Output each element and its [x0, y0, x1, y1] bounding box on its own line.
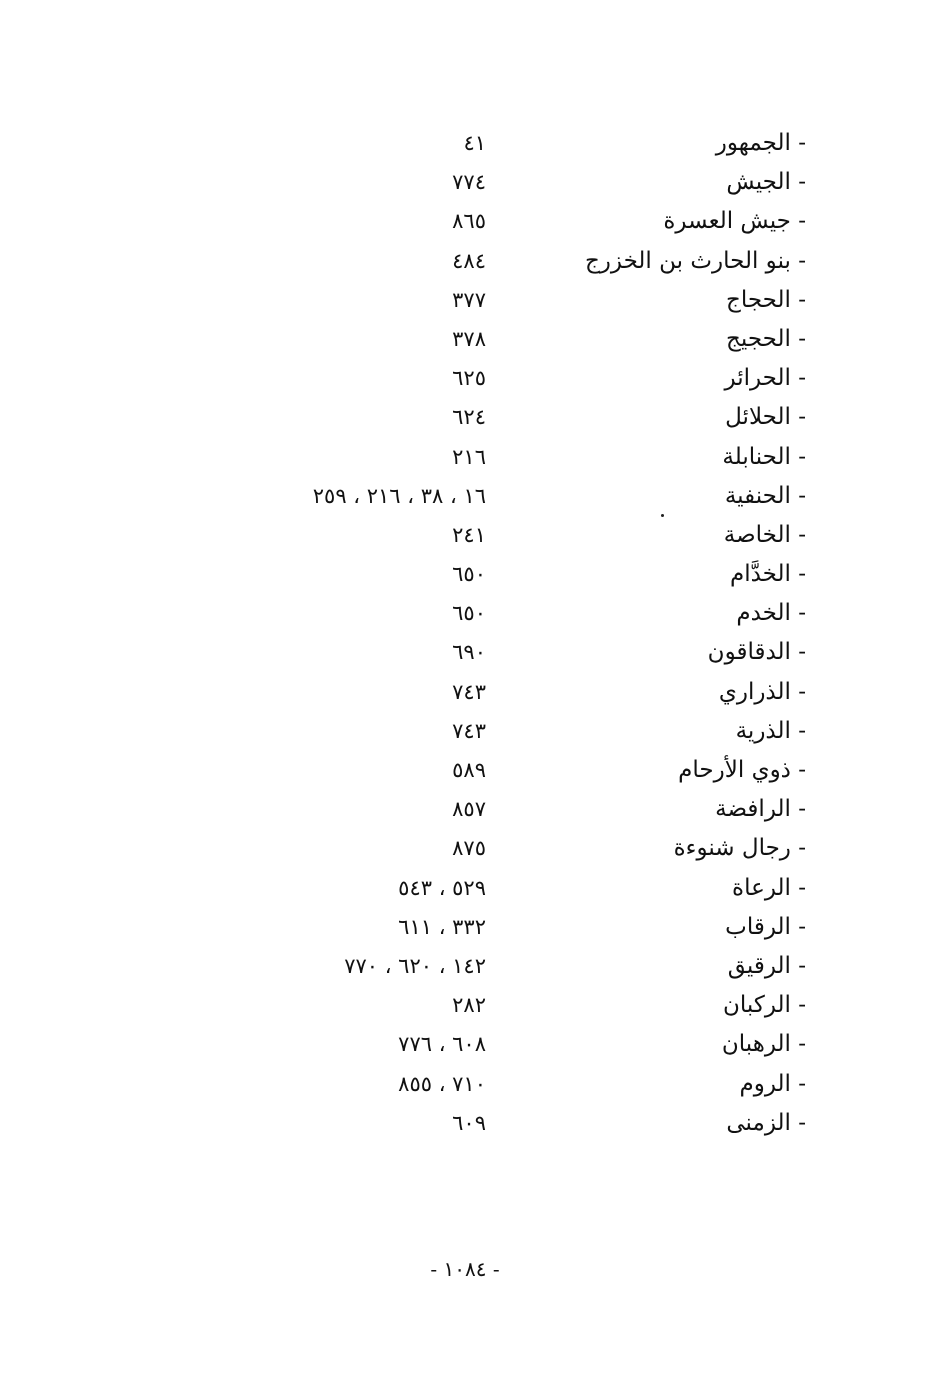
page-references: ٨٦٥: [452, 209, 486, 234]
page-references: ٧٤٣: [452, 679, 486, 704]
page-references: ٣٧٧: [452, 287, 486, 312]
index-term: - ذوي الأرحام: [678, 757, 806, 783]
list-item: [0, 633, 934, 672]
page-references: ٢١٦: [452, 444, 486, 469]
page-references: ٣٧٨: [452, 326, 486, 351]
list-item: [0, 594, 934, 633]
list-item: [0, 712, 934, 751]
list-item: [0, 163, 934, 202]
list-item: [0, 1104, 934, 1143]
page-references: ٨٥٧: [452, 797, 486, 822]
list-item: [0, 908, 934, 947]
index-term: - الحجاج: [725, 286, 806, 313]
index-term: - الذرية: [735, 717, 806, 744]
page-references: ٥٨٩: [452, 758, 486, 782]
page-references: ٦٩٠: [452, 640, 486, 665]
list-item: [0, 1025, 934, 1064]
list-item: [0, 516, 934, 555]
list-item: [0, 673, 934, 712]
index-term: - الذراري: [718, 678, 806, 705]
list-item: [0, 124, 934, 163]
index-term: - الرافضة: [715, 796, 806, 823]
page-references: ٦٥٠: [452, 562, 486, 587]
list-item: [0, 1065, 934, 1104]
index-term: - الخدَّام: [729, 561, 806, 588]
page-references: ٧٧٤: [452, 170, 486, 195]
page-references: ٦٥٠: [452, 601, 486, 626]
page-references: ١٦ ، ٣٨ ، ٢١٦ ، ٢٥٩: [312, 483, 486, 508]
page-references: ٦٠٩: [452, 1110, 486, 1135]
list-item: [0, 555, 934, 594]
list-item: [0, 751, 934, 790]
index-term: - الروم: [739, 1070, 806, 1097]
page-number: - ١٠٨٤ -: [430, 1257, 500, 1281]
page-references: ٦٠٨ ، ٧٧٦: [398, 1032, 486, 1057]
page-references: ٣٣٢ ، ٦١١: [398, 914, 486, 939]
list-item: [0, 202, 934, 241]
list-item: [0, 398, 934, 437]
page-references: ٧١٠ ، ٨٥٥: [398, 1071, 486, 1096]
page-references: ٦٢٤: [452, 405, 486, 430]
index-term: - الحنابلة: [722, 443, 806, 470]
page-references: ٨٧٥: [452, 836, 486, 861]
index-term: - الدقاقون: [707, 639, 806, 666]
index-term: - الرعاة: [732, 874, 806, 901]
index-term: - الرقاب: [725, 913, 806, 940]
index-term: - الجيش: [726, 169, 806, 196]
list-item: [0, 829, 934, 868]
list-item: [0, 869, 934, 908]
index-term: - الخدم: [736, 600, 806, 627]
list-item: [0, 359, 934, 398]
list-item: [0, 281, 934, 320]
list-item: [0, 320, 934, 359]
ink-dot: [661, 514, 664, 517]
index-term: - الحلائل: [725, 404, 806, 431]
index-term: - بنو الحارث بن الخزرج: [584, 247, 806, 274]
list-item: [0, 477, 934, 516]
page-references: ٤١: [463, 131, 486, 155]
index-term: - الحنفية: [724, 482, 806, 509]
index-term: - الزمنى: [726, 1109, 806, 1136]
page-references: ١٤٢ ، ٦٢٠ ، ٧٧٠: [344, 953, 486, 978]
index-term: - الرقيق: [727, 952, 806, 979]
list-item: [0, 790, 934, 829]
index-term: - الجمهور: [715, 130, 806, 156]
page-references: ٧٤٣: [452, 718, 486, 743]
index-term: - جيش العسرة: [663, 208, 806, 235]
list-item: [0, 947, 934, 986]
index-term: - الركبان: [723, 992, 806, 1019]
index-term: - الخاصة: [723, 521, 806, 548]
page-references: ٢٤١: [452, 522, 486, 547]
page-references: ٢٨٢: [452, 993, 486, 1018]
page-references: ٥٢٩ ، ٥٤٣: [398, 875, 486, 900]
index-term: - الرهبان: [721, 1031, 806, 1058]
page-references: ٤٨٤: [452, 248, 486, 273]
list-item: [0, 986, 934, 1025]
index-list: [0, 124, 934, 1143]
list-item: [0, 438, 934, 477]
index-term: - رجال شنوءة: [673, 835, 806, 862]
page-references: ٦٢٥: [452, 366, 486, 391]
list-item: [0, 242, 934, 281]
index-term: - الحرائر: [724, 365, 806, 392]
index-term: - الحجيج: [726, 325, 806, 352]
